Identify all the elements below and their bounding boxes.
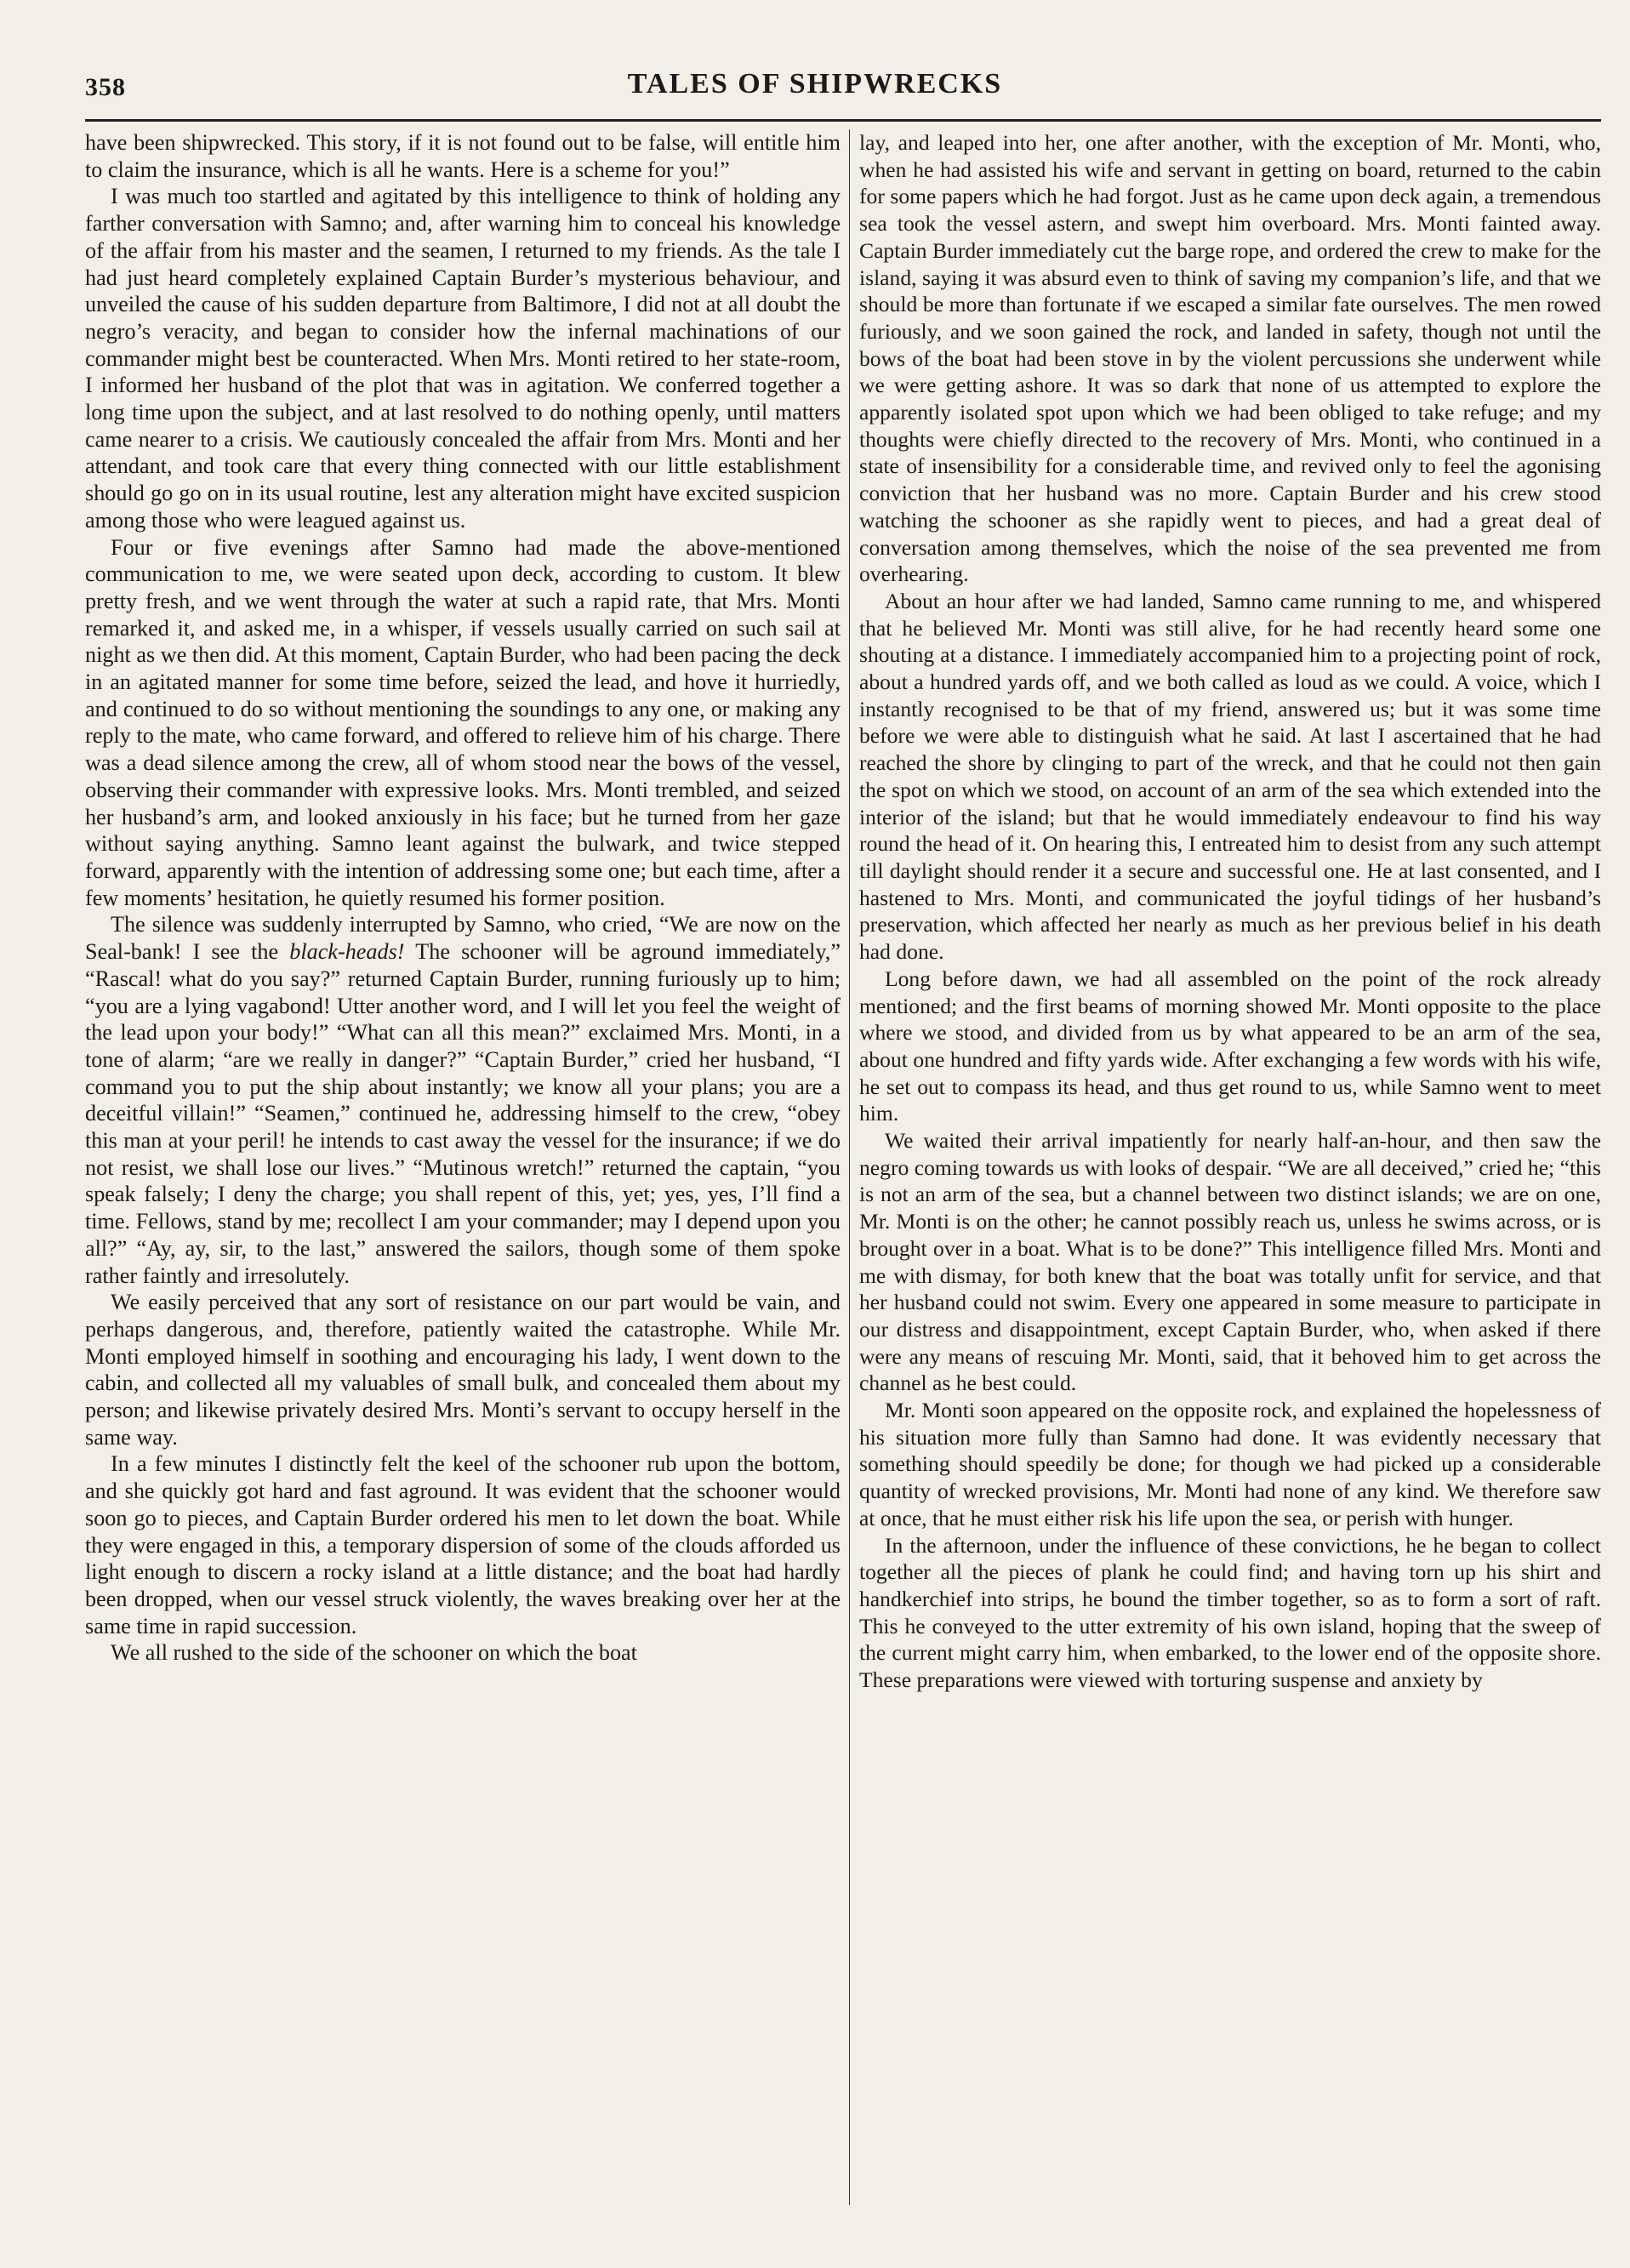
paragraph xyxy=(85,534,841,912)
paragraph-text: have been shipwrecked. This story, if it is not found out to be false, will entitle him to claim the insurance, which is all he wants. Here is a scheme for you!” xyxy=(85,130,841,182)
paragraph xyxy=(859,1127,1601,1397)
paragraph xyxy=(85,129,841,183)
paragraph-text: Long before dawn, we had all assembled on the point of the rock already mentioned; and the first beams of morning showed Mr. Monti opposite to the place where we stood, and divided from us by what appeared to be an arm of the sea, about one hundred and fifty yards wide. After exchanging a few words with his wife, he set out to compass its head, and thus get round to us, while Samno went to meet him. xyxy=(859,966,1601,1126)
paragraph xyxy=(85,1289,841,1450)
paragraph-text: In a few minutes I distinctly felt the keel of the schooner rub upon the bottom, and she quickly got hard and fast aground. It was evident that the schooner would soon go to pieces, and Captain Burder ordered his men to let down the boat. While they were engaged in this, a temporary dispersion of some of the clouds afforded us light enough to discern a rocky island at a little distance; and the boat had hardly been dropped, when our vessel struck violently, the waves breaking over her at the same time in rapid succession. xyxy=(85,1451,841,1638)
paragraph xyxy=(859,1397,1601,1532)
page-number: 358 xyxy=(85,73,126,101)
paragraph-text: Four or five evenings after Samno had made the above-mentioned communication to me, we were seated upon deck, according to custom. It blew pretty fresh, and we went through the water at such a rapid rate, that Mrs. Monti remarked it, and asked me, in a whisper, if vessels usually carried on such sail at night as we then did. At this moment, Captain Burder, who had been pacing the deck in an agitated manner for some time before, seized the lead, and hove it hurriedly, and continued to do so without mentioning the soundings to any one, or making any reply to the mate, who came forward, and offered to relieve him of his charge. There was a dead silence among the crew, all of whom stood near the bows of the vessel, observing their commander with expressive looks. Mrs. Monti trembled, and seized her husband’s arm, and looked anxiously in his face; but he turned from her gaze without saying anything. Samno leant against the bulwark, and twice stepped forward, apparently with the intention of addressing some one; but each time, after a few moments’ hesitation, he quietly resumed his former position. xyxy=(85,534,841,910)
paragraph xyxy=(85,1639,841,1667)
paragraph-text: In the afternoon, under the influence of these convictions, he he began to collect together all the pieces of plank he could find; and having torn up his shirt and handkerchief into strips, he bound the timber together, so as to form a sort of raft. This he conveyed to the utter extremity of his own island, hoping that the sweep of the current might carry him, when embarked, to the lower end of the opposite shore. These preparations were viewed with torturing suspense and anxiety by xyxy=(859,1532,1601,1693)
paragraph-text: lay, and leaped into her, one after another, with the exception of Mr. Monti, who, when he had assisted his wife and servant in getting on board, returned to the cabin for some papers which he had forgot. Just as he came upon deck again, a tremendous sea took the vessel astern, and swept him overboard. Mrs. Monti fainted away. Captain Burder immediately cut the barge rope, and ordered the crew to make for the island, saying it was absurd even to think of saving my companion’s life, and that we should be more than fortunate if we escaped a similar fate ourselves. The men rowed furiously, and we soon gained the rock, and landed in safety, though not until the bows of the boat had been stove in by the violent percussions she underwent while we were getting ashore. It was so dark that none of us attempted to explore the apparently isolated spot upon which we had been obliged to take refuge; and my thoughts were chiefly directed to the recovery of Mrs. Monti, who continued in a state of insensibility for a considerable time, and revived only to feel the agonising conviction that her husband was no more. Captain Burder and his crew stood watching the schooner as she rapidly went to pieces, and had a great deal of conversation among themselves, which the noise of the sea prevented me from overhearing. xyxy=(859,130,1601,587)
paragraph xyxy=(85,1450,841,1639)
paragraph-text: The schooner will be aground immediately,” “Rascal! what do you say?” returned Captain Burder, running furiously up to him; “you are a lying vagabond! Utter another word, and I will let you feel the weight of the lead upon your body!” “What can all this mean?” exclaimed Mrs. Monti, in a tone of alarm; “are we really in danger?” “Captain Burder,” cried her husband, “I command you to put the ship about instantly; we know all your plans; you are a deceitful villain!” “Seamen,” continued he, addressing himself to the crew, “obey this man at your peril! he intends to cast away the vessel for the insurance; if we do not resist, we shall lose our lives.” “Mutinous wretch!” returned the captain, “you speak falsely; I deny the charge; you shall repent of this, yet; yes, yes, I’ll find a time. Fellows, stand by me; recollect I am your commander; may I depend upon you all?” “Ay, ay, sir, to the last,” answered the sailors, though some of them spoke rather faintly and irresolutely. xyxy=(85,939,841,1288)
right-column xyxy=(859,129,1601,2205)
left-column xyxy=(85,129,841,2205)
paragraph-text: We easily perceived that any sort of resistance on our part would be vain, and perhaps dangerous, and, therefore, patiently waited the catastrophe. While Mr. Monti employed himself in soothing and encouraging his lady, I went down to the cabin, and collected all my valuables of small bulk, and concealed them about my person; and likewise privately desired Mrs. Monti’s servant to occupy herself in the same way. xyxy=(85,1290,841,1450)
paragraph-text: We waited their arrival impatiently for nearly half-an-hour, and then saw the negro coming towards us with looks of despair. “We are all deceived,” cried he; “this is not an arm of the sea, but a channel between two distinct islands; we are on one, Mr. Monti is on the other; he cannot possibly reach us, unless he swims across, or is brought over in a boat. What is to be done?” This intelligence filled Mrs. Monti and me with dismay, for both knew that the boat was totally unfit for service, and that her husband could not swim. Every one appeared in some measure to participate in our distress and disappointment, except Captain Burder, who, when asked if there were any means of rescuing Mr. Monti, said, that it behoved him to get across the channel as he best could. xyxy=(859,1128,1601,1396)
paragraph-text: The silence was suddenly interrupted by Samno, who cried, “We are now on the Seal-bank! I see the xyxy=(85,912,841,965)
paragraph xyxy=(859,966,1601,1127)
paragraph-text: I was much too startled and agitated by this intelligence to think of holding any farther conversation with Samno; and, after warning him to conceal his knowledge of the affair from his master and the seamen, I returned to my friends. As the tale I had just heard completely explained Captain Burder’s mysterious behaviour, and unveiled the cause of his sudden departure from Baltimore, I did not at all doubt the negro’s veracity, and began to consider how the infernal machinations of our commander might best be counteracted. When Mrs. Monti retired to her state-room, I informed her husband of the plot that was in agitation. We conferred together a long time upon the subject, and at last resolved to do nothing openly, until matters came nearer to a crisis. We cautiously concealed the affair from Mrs. Monti and her attendant, and took care that every thing connected with our little establishment should go go on in its usual routine, lest any alteration might have excited suspicion among those who were leagued against us. xyxy=(85,184,841,533)
paragraph-text: We all rushed to the side of the schooner on which the boat xyxy=(111,1640,637,1666)
paragraph-text: Mr. Monti soon appeared on the opposite rock, and explained the hopelessness of his situation more fully than Samno had done. It was evidently necessary that something should speedily be done; for though we had picked up a considerable quantity of wrecked provisions, Mr. Monti had none of any kind. We therefore saw at once, that he must either risk his life upon the sea, or perish with hunger. xyxy=(859,1398,1601,1530)
running-title: TALES OF SHIPWRECKS xyxy=(627,68,1003,100)
paragraph xyxy=(859,1532,1601,1694)
paragraph-text: About an hour after we had landed, Samno came running to me, and whispered that he believed Mr. Monti was still alive, for he had recently heard some one shouting at a distance. I immediately accompanied him to a projecting point of rock, about a hundred yards off, and we both called as loud as we could. A voice, which I instantly recognised to be that of my friend, answered us; but it was some time before we were able to distinguish what he said. At last I ascertained that he had reached the shore by clinging to part of the wreck, and that he could not then gain the spot on which we stood, on account of an arm of the sea which extended into the interior of the island; but that he would immediately endeavour to find his way round the head of it. On hearing this, I entreated him to desist from any such attempt till daylight should render it a secure and successful one. He at last consented, and I hastened to Mrs. Monti, and communicated the joyful tidings of her husband’s preservation, which affected her nearly as much as her previous belief in his death had done. xyxy=(859,588,1601,965)
paragraph xyxy=(859,588,1601,966)
italic-text: black-heads! xyxy=(289,939,405,965)
column-divider xyxy=(849,129,850,2205)
paragraph xyxy=(859,129,1601,588)
paragraph xyxy=(85,911,841,1289)
header-rule xyxy=(85,119,1601,122)
paragraph xyxy=(85,183,841,533)
